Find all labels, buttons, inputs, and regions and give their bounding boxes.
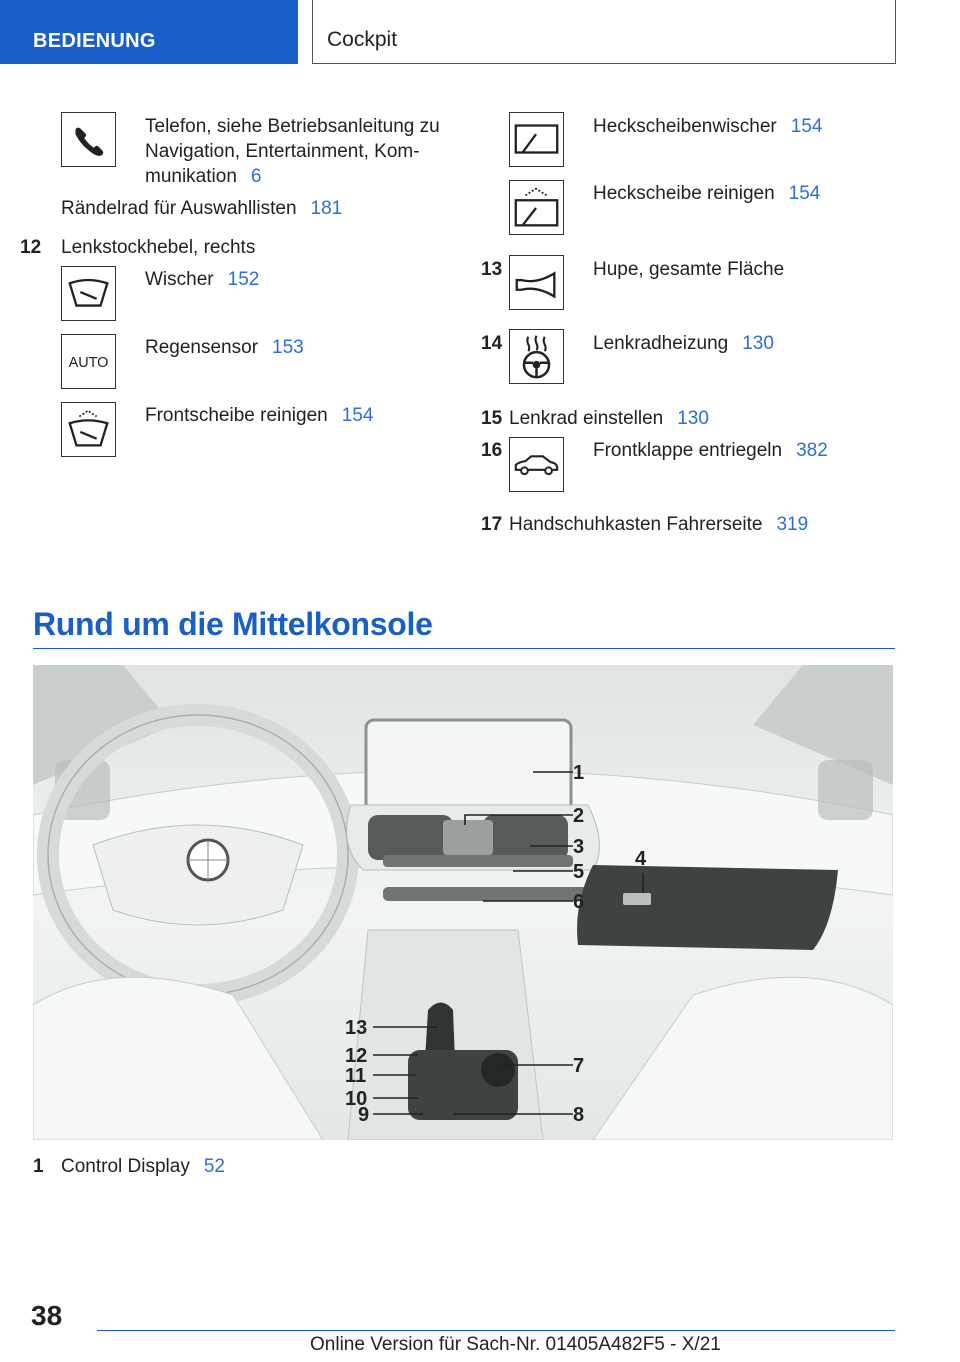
rear-wiper-page-link[interactable]: 154 xyxy=(790,116,823,137)
front-wash-label: Frontscheibe reinigen xyxy=(145,405,328,426)
cockpit-photo xyxy=(33,665,893,1140)
callout-7: 7 xyxy=(573,1055,585,1077)
item-15-page-link[interactable]: 130 xyxy=(677,408,709,429)
callout-10: 10 xyxy=(345,1088,368,1110)
rain-page-link[interactable]: 153 xyxy=(272,337,304,358)
auto-icon-text: AUTO xyxy=(68,354,109,371)
front-wash-text xyxy=(145,403,373,428)
item-number-16: 16 xyxy=(481,440,503,461)
phone-icon xyxy=(61,112,116,167)
windshield-washer-icon xyxy=(61,402,116,457)
item-12-label: Lenkstockhebel, rechts xyxy=(61,237,256,258)
phone-page-link[interactable]: 6 xyxy=(250,166,262,187)
footer-divider xyxy=(97,1330,895,1331)
wiper-text xyxy=(145,267,259,292)
item-15-label: Lenkrad einstellen xyxy=(509,408,664,429)
rear-wash-label: Heckscheibe reinigen xyxy=(593,183,775,204)
legend-1-label: Control Display xyxy=(61,1156,190,1177)
item-number-13: 13 xyxy=(481,259,503,280)
item-number-14: 14 xyxy=(481,333,503,354)
callout-5: 5 xyxy=(573,861,585,883)
callout-4: 4 xyxy=(635,848,647,870)
item-16-page-link[interactable]: 382 xyxy=(796,440,828,461)
phone-line1: Telefon, siehe Betriebsanleitung zu xyxy=(145,116,440,137)
section-heading: Rund um die Mittelkonsole xyxy=(33,606,433,642)
rear-wiper-label: Heckscheibenwischer xyxy=(593,116,777,137)
wheel-label: Rändelrad für Auswahllisten xyxy=(61,198,297,219)
wheel-text xyxy=(61,196,342,221)
legend-1-text xyxy=(61,1154,225,1179)
callout-8: 8 xyxy=(573,1104,585,1126)
item-number-17: 17 xyxy=(481,514,503,535)
rear-wiper-icon xyxy=(509,112,564,167)
wiper-icon xyxy=(61,266,116,321)
callout-6: 6 xyxy=(573,891,585,913)
legend-number-1: 1 xyxy=(33,1156,44,1177)
page-number: 38 xyxy=(31,1300,63,1331)
item-15-text xyxy=(509,406,709,431)
footer-text: Online Version für Sach-Nr. 01405A482F5 - X/21 xyxy=(310,1334,721,1355)
wiper-page-link[interactable]: 152 xyxy=(227,269,260,290)
rear-wash-text xyxy=(593,181,820,206)
callout-12: 12 xyxy=(345,1045,368,1067)
item-14-text xyxy=(593,331,774,356)
item-16-label: Frontklappe entriegeln xyxy=(593,440,783,461)
front-wash-page-link[interactable]: 154 xyxy=(341,405,374,426)
callout-13: 13 xyxy=(345,1017,368,1039)
item-14-label: Lenkradheizung xyxy=(593,333,729,354)
phone-line2: Navigation, Entertainment, Kom- xyxy=(145,141,420,162)
phone-line3 xyxy=(145,164,261,189)
rear-wash-page-link[interactable]: 154 xyxy=(788,183,821,204)
callout-1: 1 xyxy=(573,762,585,784)
steering-heat-icon xyxy=(509,329,564,384)
callout-11: 11 xyxy=(345,1065,367,1087)
car-hood-icon xyxy=(509,437,564,492)
chapter-title: Cockpit xyxy=(312,0,896,64)
legend-1-page-link[interactable]: 52 xyxy=(203,1156,225,1177)
item-number-12: 12 xyxy=(20,237,42,258)
rain-label: Regensensor xyxy=(145,337,259,358)
item-14-page-link[interactable]: 130 xyxy=(742,333,774,354)
section-divider xyxy=(33,648,895,649)
rear-washer-icon xyxy=(509,180,564,235)
rain-text xyxy=(145,335,304,360)
item-17-text xyxy=(509,512,808,537)
section-tab: BEDIENUNG xyxy=(0,0,298,64)
callout-9: 9 xyxy=(358,1104,370,1126)
rear-wiper-text xyxy=(593,114,822,139)
auto-icon xyxy=(61,334,116,389)
wiper-label: Wischer xyxy=(145,269,214,290)
callout-2: 2 xyxy=(573,805,585,827)
horn-icon xyxy=(509,255,564,310)
item-16-text xyxy=(593,438,828,463)
item-17-label: Handschuhkasten Fahrerseite xyxy=(509,514,763,535)
wheel-page-link[interactable]: 181 xyxy=(310,198,343,219)
phone-label: munikation xyxy=(145,166,237,187)
item-13-label: Hupe, gesamte Fläche xyxy=(593,259,785,280)
item-17-page-link[interactable]: 319 xyxy=(776,514,809,535)
item-number-15: 15 xyxy=(481,408,503,429)
callout-3: 3 xyxy=(573,836,585,858)
